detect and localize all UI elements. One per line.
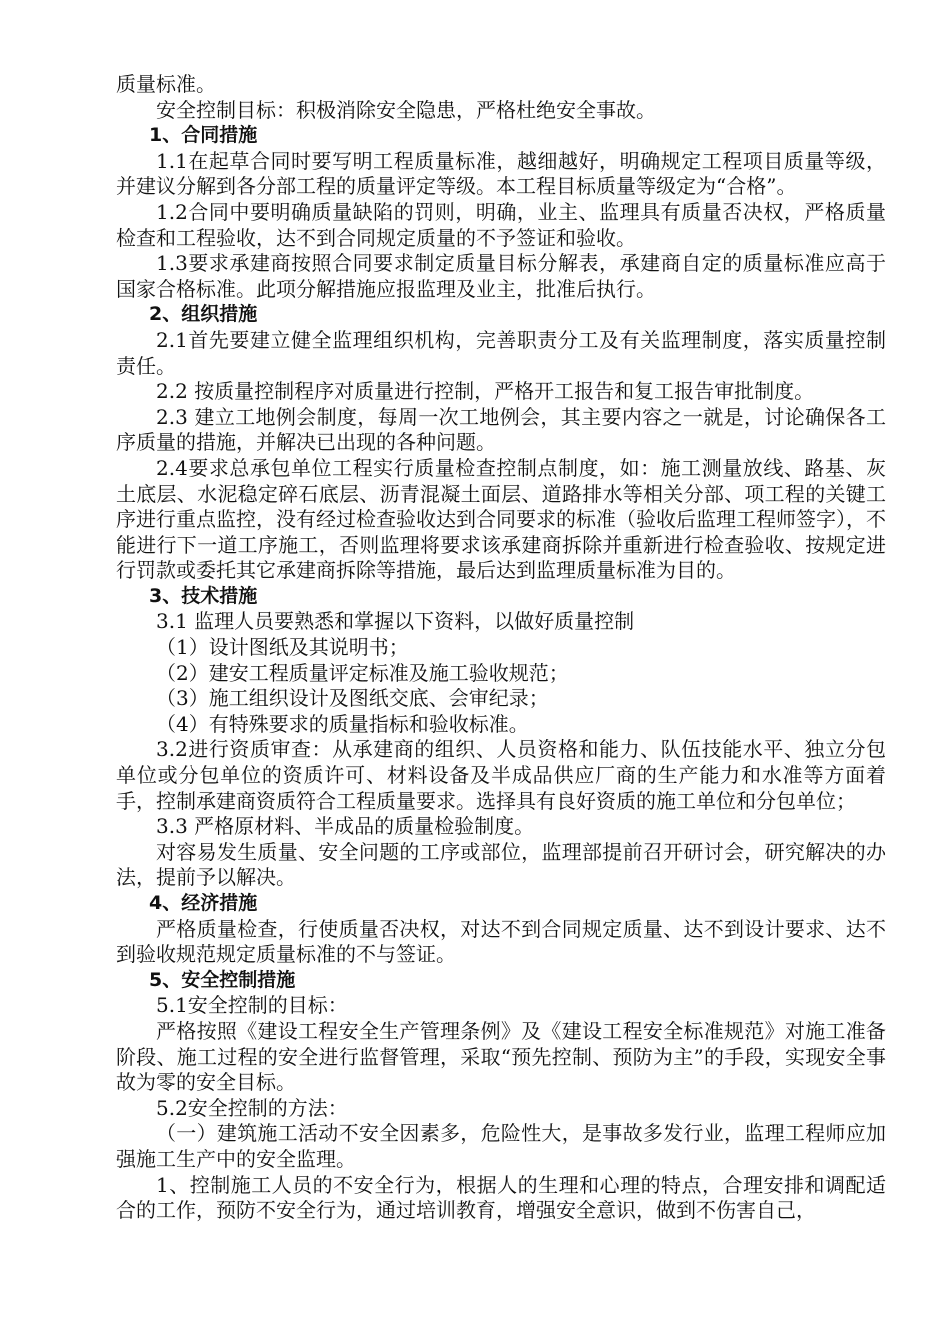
body-paragraph: 1、控制施工人员的不安全行为，根据人的生理和心理的特点，合理安排和调配适合的工作，预防不安全行为，通过培训教育，增强安全意识，做到不伤害自己， [116,1172,886,1223]
body-paragraph: 2.2 按质量控制程序对质量进行控制，严格开工报告和复工报告审批制度。 [156,379,815,404]
section-heading: 4、经济措施 [149,892,258,914]
section-heading: 5、安全控制措施 [149,968,296,991]
section-heading: 2、组织措施 [149,303,258,326]
body-paragraph: 1.3要求承建商按照合同要求制定质量目标分解表，承建商自定的质量标准应高于国家合格标准。此项分解措施应报监理及业主，批准后执行。 [116,251,886,301]
body-paragraph: 2.3 建立工地例会制度，每周一次工地例会，其主要内容之一就是，讨论确保各工序质量的措施，并解决已出现的各种问题。 [116,404,886,455]
document-page [116,72,886,1224]
body-paragraph: 2.1首先要建立健全监理组织机构，完善职责分工及有关监理制度，落实质量控制责任。 [116,327,886,378]
body-paragraph: 3.1 监理人员要熟悉和掌握以下资料，以做好质量控制 [156,609,635,634]
body-paragraph: 2.4要求总承包单位工程实行质量检查控制点制度，如：施工测量放线、路基、灰土底层、水泥稳定碎石底层、沥青混凝土面层、道路排水等相关分部、项工程的关键工序进行重点监控，没有经过检查验收达到合同要求的标准（验收后监理工程师签字），不能进行下一道工序施工，否则监理将要求该承建商拆除并重新进行检查验收、按规定进行罚款或委托其它承建商拆除等措施，最后达到监理质量标准为目的。 [116,455,886,583]
section-heading: 3、技术措施 [149,584,258,607]
body-paragraph: 严格按照《建设工程安全生产管理条例》及《建设工程安全标准规范》对施工准备阶段、施工过程的安全进行监督管理，采取“预先控制、预防为主”的手段，实现安全事故为零的安全目标。 [116,1018,886,1095]
section-heading: 1、合同措施 [149,124,258,147]
body-paragraph: 严格质量检查，行使质量否决权，对达不到合同规定质量、达不到设计要求、达不到验收规范规定质量标准的不与签证。 [116,916,886,967]
body-paragraph: （4）有特殊要求的质量指标和验收标准。 [156,711,529,736]
body-paragraph: 对容易发生质量、安全问题的工序或部位，监理部提前召开研讨会，研究解决的办法，提前予以解决。 [116,839,886,890]
body-paragraph: 5.2安全控制的方法： [156,1095,348,1120]
body-paragraph: 3.2进行资质审查：从承建商的组织、人员资格和能力、队伍技能水平、独立分包单位或分包单位的资质许可、材料设备及半成品供应厂商的生产能力和水准等方面着手，控制承建商资质符合工程质量要求。选择具有良好资质的施工单位和分包单位； [116,737,886,813]
body-paragraph: 质量标准。 [116,72,216,96]
body-paragraph: （2）建安工程质量评定标准及施工验收规范； [156,660,569,685]
body-paragraph: 1.2合同中要明确质量缺陷的罚则，明确，业主、监理具有质量否决权，严格质量检查和工程验收，达不到合同规定质量的不予签证和验收。 [116,199,886,250]
body-paragraph: 5.1安全控制的目标： [156,993,348,1018]
body-paragraph: 安全控制目标：积极消除安全隐患，严格杜绝安全事故。 [156,97,656,122]
body-paragraph: （一）建筑施工活动不安全因素多，危险性大，是事故多发行业，监理工程师应加强施工生产中的安全监理。 [116,1121,886,1171]
body-paragraph: （3）施工组织设计及图纸交底、会审纪录； [156,686,549,711]
body-paragraph: （1）设计图纸及其说明书； [156,635,409,660]
body-paragraph: 1.1在起草合同时要写明工程质量标准，越细越好，明确规定工程项目质量等级，并建议分解到各分部工程的质量评定等级。本工程目标质量等级定为“合格”。 [116,148,886,199]
body-paragraph: 3.3 严格原材料、半成品的质量检验制度。 [156,814,535,839]
